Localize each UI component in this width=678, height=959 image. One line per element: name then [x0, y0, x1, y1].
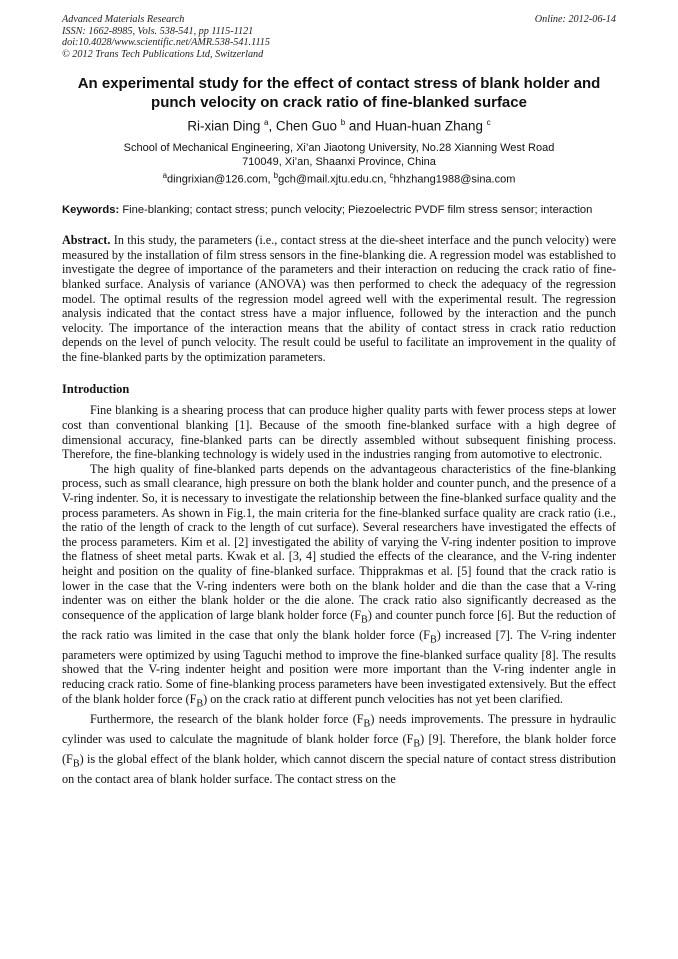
email-mark: b [273, 171, 279, 181]
subscript: B [72, 758, 80, 770]
email-link[interactable]: dingrixian@126.com [167, 174, 268, 187]
intro-paragraph-2 [62, 462, 616, 712]
subscript: B [429, 634, 437, 646]
intro-paragraph-3 [62, 712, 616, 787]
author-list: Ri-xian Ding $^a$, Chen Guo $^b$ and Huan-huan Zhang $^c$ [187, 118, 491, 134]
author-mark: a [264, 118, 269, 127]
email-mark: c [389, 171, 394, 181]
text-run: ) on the crack ratio at different punch velocities has not yet been clarified. [203, 691, 563, 706]
issn-line: ISSN: 1662-8985, Vols. 538-541, pp 1115-1121 [62, 25, 254, 37]
keywords-text: Fine-blanking; contact stress; punch velocity; Piezoelectric PVDF film stress sensor; interaction [122, 204, 593, 217]
affiliation-line: School of Mechanical Engineering, Xi’an Jiaotong University, No.28 Xianning West Road [123, 142, 555, 155]
copyright-line: © 2012 Trans Tech Publications Ltd, Switzerland [62, 48, 264, 60]
email-line: $^a$dingrixian@126.com, $^b$gch@mail.xjtu.edu.cn, $^c$hhzhang1988@sina.com [162, 171, 516, 187]
email-link[interactable]: hhzhang1988@sina.com [393, 174, 516, 187]
abstract [62, 233, 616, 364]
author-mark: c [486, 118, 491, 127]
text-run: Furthermore, the research of the blank holder force (F [90, 711, 364, 726]
text-run: ) [9]. Therefore, the blank holder force (F [62, 731, 616, 766]
intro-paragraph-1: Fine blanking is a shearing process that can produce higher quality parts with fewer process steps at lower cost than conventional blanking [1]. Because of the smooth fine-blanked surface with a high degree of dimensional accuracy, fine-blanked parts can be directly assembled without subsequent finishing process. Therefore, the fine-blanking technology is widely used in the industries ranging from automotive to electronic. [62, 403, 616, 462]
journal-header [62, 14, 616, 60]
paper-page [62, 14, 616, 786]
author-name: Huan-huan Zhang [374, 118, 483, 134]
subscript: B [196, 698, 204, 710]
doi-line: doi:10.4028/www.scientific.net/AMR.538-541.1115 [62, 37, 270, 48]
affiliation [62, 141, 616, 187]
author-name: Ri-xian Ding [187, 118, 261, 134]
paper-title: An experimental study for the effect of contact stress of blank holder and punch velocity on crack ratio of fine-blanked surface [77, 75, 601, 111]
author-name: Chen Guo [275, 118, 337, 134]
author-mark: b [340, 118, 346, 127]
text-run: ) is the global effect of the blank holder, which cannot discern the special nature of contact stress distribution on the contact area of blank holder surface. The contact stress on the [62, 751, 616, 786]
subscript: B [413, 738, 421, 750]
section-heading: Introduction [62, 382, 130, 397]
affiliation-line: 710049, Xi’an, Shaanxi Province, China [242, 156, 436, 169]
journal-name: Advanced Materials Research [62, 14, 185, 25]
email-mark: a [162, 171, 168, 181]
text-run: The high quality of fine-blanked parts depends on the advantageous characteristics of the fine-blanking process, such as small clearance, high pressure on both the blank holder and counter punch, and the presence of a V-ring indenter. So, it is necessary to investigate the relationship between the fine-blanked surface quality and the process parameters. As shown in Fig.1, the main criteria for the fine-blanked surface quality are crack ratio (i.e., the ratio of the length of crack to the length of cut surface). Several researchers have investigated the effects of the process parameters. Kim et al. [2] investigated the ability of varying the V-ring indenter position to improve the flatness of sheet metal parts. Kwak et al. [3, 4] studied the effects of the clearance, and the V-ring indenter height and position on the quality of fine-blanked surface. Thipprakmas et al. [5] found that the crack ratio is lower in the case that the V-ring indenters were both on the blank holder and die than the case that a V-ring indenter was on either the blank holder or the die alone. The crack ratio also significantly decreased as the consequence of the application of large blank holder force (F [62, 461, 616, 622]
email-link[interactable]: gch@mail.xjtu.edu.cn [278, 174, 384, 187]
text-run: ) increased [7]. The V-ring indenter parameters were optimized by using Taguchi method to improve the fine-blanked surface quality [8]. The results showed that the V-ring indenter height and position were more important than the V-ring indenter angle in reducing crack ratio. Some of fine-blanking process parameters have been investigated extensively. But the effect of the blank holder force (F [62, 627, 616, 706]
keywords-label: Keywords: [62, 204, 120, 217]
subscript: B [361, 614, 368, 626]
abstract-text: In this study, the parameters (i.e., contact stress at the die-sheet interface and the punch velocity) were measured by the installation of film stress sensors in the fine-blanking die. A regression model was established to investigate the degree of importance of the parameters and their interaction on reducing the crack ratio of fine-blanked surface. Analysis of variance (ANOVA) was then performed to check the adequacy of the regression model. The optimal results of the regression model agreed well with the experimental result. The regression analysis indicated that the contact stress have a major influence, followed by the interaction and the punch velocity. The importance of the interaction means that the ability of contact stress in crack ratio reduction depends on the level of punch velocity. The result could be useful to facilitate an improvement in the quality of the fine-blanked parts by the optimization parameters. [62, 233, 616, 364]
subscript: B [363, 718, 371, 730]
text-run: ) needs improvements. The pressure in hydraulic cylinder was used to calculate the magnitude of blank holder force (F [62, 711, 616, 746]
abstract-label: Abstract. [62, 233, 111, 248]
online-date: Online: 2012-06-14 [534, 14, 616, 25]
text-run: ) and counter punch force [6]. But the reduction of the rack ratio was limited in the case that only the blank holder force (F [62, 607, 616, 642]
keywords [62, 203, 616, 217]
